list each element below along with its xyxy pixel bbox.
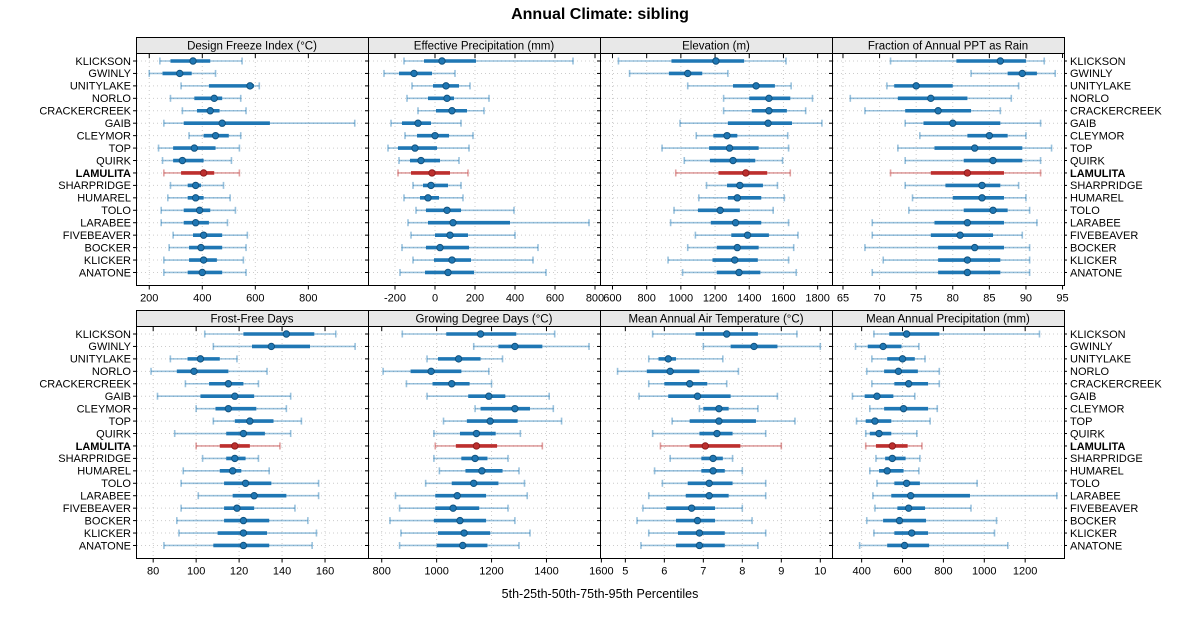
- median-dot: [454, 493, 460, 499]
- median-dot: [450, 220, 456, 226]
- site-label-right-gwinly: GWINLY: [1070, 68, 1113, 81]
- median-dot: [688, 505, 694, 511]
- median-dot: [512, 405, 518, 411]
- site-label-left-humarel: HUMAREL: [77, 192, 131, 205]
- median-dot: [732, 220, 738, 226]
- median-dot: [990, 157, 996, 163]
- site-label-right-klicker: KLICKER: [1070, 527, 1118, 540]
- median-dot: [247, 418, 253, 424]
- median-dot: [477, 331, 483, 337]
- panel-header-label-design-freeze-index-c: Design Freeze Index (°C): [187, 40, 317, 53]
- x-tick-label: 95: [1056, 292, 1069, 305]
- median-dot: [726, 145, 732, 151]
- site-label-left-klicker: KLICKER: [83, 254, 131, 267]
- median-dot: [473, 430, 479, 436]
- median-dot: [229, 468, 235, 474]
- site-label-right-unitylake: UNITYLAKE: [1070, 80, 1132, 93]
- median-dot: [979, 182, 985, 188]
- median-dot: [964, 257, 970, 263]
- median-dot: [449, 381, 455, 387]
- panel-mean-annual-air-temperature-c: [597, 311, 833, 578]
- median-dot: [437, 244, 443, 250]
- median-dot: [212, 132, 218, 138]
- median-dot: [706, 493, 712, 499]
- median-dot: [232, 393, 238, 399]
- median-dot: [199, 269, 205, 275]
- site-label-right-lamulita: LAMULITA: [1070, 167, 1126, 180]
- site-label-left-fivebeaver: FIVEBEAVER: [62, 229, 131, 242]
- site-label-left-unitylake: UNITYLAKE: [69, 353, 131, 366]
- median-dot: [765, 120, 771, 126]
- median-dot: [997, 58, 1003, 64]
- site-label-left-lamulita: LAMULITA: [75, 167, 131, 180]
- site-label-left-humarel: HUMAREL: [77, 465, 131, 478]
- site-label-right-anatone: ANATONE: [1070, 540, 1123, 553]
- median-dot: [457, 517, 463, 523]
- median-dot: [696, 542, 702, 548]
- panel-header-label-frost-free-days: Frost-Free Days: [210, 313, 294, 326]
- site-label-right-bocker: BOCKER: [1070, 242, 1117, 255]
- site-label-right-humarel: HUMAREL: [1070, 465, 1124, 478]
- median-dot: [1019, 70, 1025, 76]
- x-tick-label: 800: [934, 565, 953, 578]
- site-label-left-sharpridge: SHARPRIDGE: [58, 180, 131, 193]
- median-dot: [428, 368, 434, 374]
- median-dot: [432, 132, 438, 138]
- median-dot: [219, 120, 225, 126]
- x-tick-label: 80: [946, 292, 959, 305]
- site-label-left-gwinly: GWINLY: [88, 68, 131, 81]
- median-dot: [240, 542, 246, 548]
- site-label-right-gaib: GAIB: [1070, 391, 1097, 403]
- median-dot: [411, 70, 417, 76]
- site-label-right-gaib: GAIB: [1070, 118, 1097, 130]
- median-dot: [872, 418, 878, 424]
- median-dot: [979, 195, 985, 201]
- median-dot: [895, 368, 901, 374]
- median-dot: [706, 480, 712, 486]
- panel-plot-area: [601, 327, 833, 559]
- site-label-left-anatone: ANATONE: [78, 267, 131, 280]
- median-dot: [232, 443, 238, 449]
- site-label-right-unitylake: UNITYLAKE: [1070, 353, 1132, 366]
- x-tick-label: 1000: [424, 565, 449, 578]
- median-dot: [444, 95, 450, 101]
- median-dot: [439, 58, 445, 64]
- median-dot: [744, 232, 750, 238]
- median-dot: [415, 120, 421, 126]
- panel-header-label-mean-annual-precipitation-mm: Mean Annual Precipitation (mm): [866, 313, 1030, 326]
- median-dot: [240, 517, 246, 523]
- x-tick-label: 800: [372, 565, 391, 578]
- site-label-left-bocker: BOCKER: [84, 515, 131, 528]
- x-tick-label: 0: [431, 292, 439, 305]
- site-label-right-cleymor: CLEYMOR: [1070, 403, 1125, 416]
- site-label-left-bocker: BOCKER: [84, 242, 131, 255]
- median-dot: [990, 207, 996, 213]
- site-label-right-fivebeaver: FIVEBEAVER: [1070, 229, 1139, 242]
- site-label-left-klicker: KLICKER: [83, 527, 131, 540]
- site-label-left-cleymor: CLEYMOR: [76, 403, 131, 416]
- site-label-right-anatone: ANATONE: [1070, 267, 1123, 280]
- x-tick-label: 85: [983, 292, 996, 305]
- median-dot: [191, 145, 197, 151]
- median-dot: [972, 244, 978, 250]
- median-dot: [884, 468, 890, 474]
- site-label-left-anatone: ANATONE: [78, 540, 131, 553]
- site-label-right-gwinly: GWINLY: [1070, 341, 1113, 354]
- median-dot: [192, 195, 198, 201]
- panel-design-freeze-index-c: [133, 38, 369, 305]
- median-dot: [177, 70, 183, 76]
- median-dot: [905, 381, 911, 387]
- panel-plot-area: [369, 327, 601, 559]
- median-dot: [734, 195, 740, 201]
- median-dot: [696, 530, 702, 536]
- x-tick-label: 140: [272, 565, 292, 578]
- panel-header-label-mean-annual-air-temperature-c: Mean Annual Air Temperature (°C): [628, 313, 804, 326]
- median-dot: [913, 83, 919, 89]
- median-dot: [207, 108, 213, 114]
- median-dot: [191, 368, 197, 374]
- median-dot: [986, 132, 992, 138]
- x-tick-label: 160: [315, 565, 335, 578]
- median-dot: [447, 232, 453, 238]
- median-dot: [935, 108, 941, 114]
- site-label-left-lamulita: LAMULITA: [75, 440, 131, 453]
- median-dot: [487, 418, 493, 424]
- median-dot: [766, 108, 772, 114]
- panel-header-label-effective-precipitation-mm: Effective Precipitation (mm): [413, 40, 555, 53]
- median-dot: [486, 393, 492, 399]
- median-dot: [950, 120, 956, 126]
- panel-header-label-growing-degree-days-c: Growing Degree Days (°C): [415, 313, 553, 326]
- median-dot: [190, 58, 196, 64]
- median-dot: [713, 58, 719, 64]
- median-dot: [200, 232, 206, 238]
- median-dot: [196, 207, 202, 213]
- median-dot: [710, 468, 716, 474]
- x-tick-label: 1200: [1012, 565, 1038, 578]
- panel-frost-free-days: [133, 311, 369, 578]
- median-dot: [460, 542, 466, 548]
- x-tick-label: 8: [739, 565, 746, 578]
- site-label-left-tolo: TOLO: [101, 205, 131, 218]
- panel-plot-area: [137, 327, 369, 559]
- median-dot: [418, 157, 424, 163]
- median-dot: [512, 343, 518, 349]
- median-dot: [179, 157, 185, 163]
- median-dot: [473, 443, 479, 449]
- median-dot: [896, 517, 902, 523]
- site-label-right-klicker: KLICKER: [1070, 254, 1118, 267]
- x-tick-label: 600: [246, 292, 265, 305]
- x-tick-label: 600: [603, 292, 622, 305]
- x-tick-label: 400: [505, 292, 525, 305]
- site-label-left-norlo: NORLO: [91, 366, 131, 379]
- site-label-right-norlo: NORLO: [1070, 366, 1110, 379]
- x-tick-label: 400: [852, 565, 871, 578]
- site-label-left-unitylake: UNITYLAKE: [69, 80, 131, 93]
- site-label-left-larabee: LARABEE: [80, 490, 131, 503]
- median-dot: [211, 95, 217, 101]
- median-dot: [737, 182, 743, 188]
- median-dot: [429, 170, 435, 176]
- median-dot: [880, 343, 886, 349]
- x-tick-label: 75: [910, 292, 923, 305]
- x-tick-label: -200: [383, 292, 407, 305]
- median-dot: [444, 207, 450, 213]
- site-label-right-sharpridge: SHARPRIDGE: [1070, 453, 1143, 466]
- median-dot: [198, 244, 204, 250]
- x-tick-label: 65: [836, 292, 850, 305]
- median-dot: [240, 530, 246, 536]
- median-dot: [874, 393, 880, 399]
- site-label-right-quirk: QUIRK: [1070, 155, 1105, 168]
- site-label-right-klickson: KLICKSON: [1070, 328, 1126, 341]
- site-label-left-klickson: KLICKSON: [75, 328, 131, 341]
- median-dot: [445, 269, 451, 275]
- x-tick-label: 1600: [589, 565, 614, 578]
- site-label-right-lamulita: LAMULITA: [1070, 440, 1126, 453]
- chart-caption: 5th-25th-50th-75th-95th Percentiles: [501, 587, 699, 601]
- median-dot: [907, 493, 913, 499]
- median-dot: [716, 405, 722, 411]
- x-tick-label: 1000: [668, 292, 694, 305]
- median-dot: [702, 443, 708, 449]
- median-dot: [730, 157, 736, 163]
- median-dot: [450, 505, 456, 511]
- site-label-left-sharpridge: SHARPRIDGE: [58, 453, 131, 466]
- x-tick-label: 1200: [702, 292, 728, 305]
- median-dot: [455, 356, 461, 362]
- x-tick-label: 10: [814, 565, 827, 578]
- median-dot: [197, 356, 203, 362]
- median-dot: [667, 368, 673, 374]
- median-dot: [964, 170, 970, 176]
- panel-fraction-of-annual-ppt-as-rain: [829, 38, 1069, 305]
- median-dot: [412, 145, 418, 151]
- x-tick-label: 200: [465, 292, 485, 305]
- site-label-left-cleymor: CLEYMOR: [76, 130, 131, 143]
- panel-mean-annual-precipitation-mm: [829, 311, 1067, 578]
- median-dot: [200, 170, 206, 176]
- panel-header-label-elevation-m: Elevation (m): [682, 40, 750, 53]
- site-label-left-crackercreek: CRACKERCREEK: [39, 105, 131, 118]
- median-dot: [665, 356, 671, 362]
- median-dot: [251, 493, 257, 499]
- median-dot: [736, 269, 742, 275]
- median-dot: [283, 331, 289, 337]
- median-dot: [972, 145, 978, 151]
- median-dot: [909, 530, 915, 536]
- median-dot: [889, 455, 895, 461]
- site-label-right-top: TOP: [1070, 142, 1093, 155]
- x-tick-label: 90: [1019, 292, 1033, 305]
- median-dot: [710, 455, 716, 461]
- x-tick-label: 800: [299, 292, 318, 305]
- median-dot: [268, 343, 274, 349]
- median-dot: [200, 257, 206, 263]
- site-label-right-fivebeaver: FIVEBEAVER: [1070, 502, 1139, 515]
- site-label-left-quirk: QUIRK: [96, 428, 131, 441]
- site-label-left-top: TOP: [108, 142, 131, 155]
- median-dot: [225, 381, 231, 387]
- median-dot: [685, 70, 691, 76]
- median-dot: [428, 182, 434, 188]
- site-label-right-cleymor: CLEYMOR: [1070, 130, 1125, 143]
- x-tick-label: 600: [893, 565, 912, 578]
- median-dot: [900, 405, 906, 411]
- median-dot: [225, 405, 231, 411]
- site-label-left-gaib: GAIB: [104, 118, 131, 130]
- site-label-right-tolo: TOLO: [1070, 205, 1100, 218]
- site-label-right-quirk: QUIRK: [1070, 428, 1105, 441]
- x-tick-label: 800: [637, 292, 656, 305]
- median-dot: [686, 381, 692, 387]
- median-dot: [964, 220, 970, 226]
- site-label-left-crackercreek: CRACKERCREEK: [39, 378, 131, 391]
- median-dot: [425, 195, 431, 201]
- x-tick-label: 1000: [972, 565, 997, 578]
- x-tick-label: 9: [778, 565, 785, 578]
- median-dot: [903, 331, 909, 337]
- panel-header-label-fraction-of-annual-ppt-as-rain: Fraction of Annual PPT as Rain: [867, 40, 1029, 53]
- panel-effective-precipitation-mm: [365, 38, 604, 305]
- median-dot: [449, 108, 455, 114]
- chart-title: Annual Climate: sibling: [511, 6, 689, 23]
- site-label-right-norlo: NORLO: [1070, 93, 1110, 106]
- median-dot: [472, 455, 478, 461]
- median-dot: [751, 343, 757, 349]
- site-label-right-crackercreek: CRACKERCREEK: [1070, 105, 1162, 118]
- site-label-right-klickson: KLICKSON: [1070, 55, 1126, 68]
- median-dot: [743, 170, 749, 176]
- median-dot: [889, 443, 895, 449]
- median-dot: [192, 182, 198, 188]
- x-tick-label: 1400: [737, 292, 762, 305]
- site-label-left-gwinly: GWINLY: [88, 341, 131, 354]
- x-tick-label: 400: [193, 292, 212, 305]
- x-tick-label: 100: [186, 565, 206, 578]
- median-dot: [905, 505, 911, 511]
- site-label-left-quirk: QUIRK: [96, 155, 131, 168]
- median-dot: [734, 244, 740, 250]
- site-label-right-larabee: LARABEE: [1070, 490, 1121, 503]
- median-dot: [232, 455, 238, 461]
- panel-plot-area: [601, 54, 833, 286]
- median-dot: [957, 232, 963, 238]
- median-dot: [901, 542, 907, 548]
- median-dot: [964, 269, 970, 275]
- x-tick-label: 1800: [805, 292, 830, 305]
- median-dot: [717, 207, 723, 213]
- x-tick-label: 800: [585, 292, 605, 305]
- median-dot: [242, 480, 248, 486]
- median-dot: [443, 83, 449, 89]
- median-dot: [247, 83, 253, 89]
- x-tick-label: 6: [661, 565, 668, 578]
- site-label-right-top: TOP: [1070, 415, 1093, 428]
- median-dot: [192, 220, 198, 226]
- median-dot: [876, 430, 882, 436]
- x-tick-label: 5: [622, 565, 629, 578]
- site-label-left-klickson: KLICKSON: [75, 55, 131, 68]
- median-dot: [928, 95, 934, 101]
- median-dot: [753, 83, 759, 89]
- panel-plot-area: [369, 54, 601, 286]
- site-label-left-larabee: LARABEE: [80, 217, 131, 230]
- x-tick-label: 600: [545, 292, 565, 305]
- x-tick-label: 1600: [771, 292, 796, 305]
- median-dot: [479, 468, 485, 474]
- x-tick-label: 70: [873, 292, 886, 305]
- x-tick-label: 120: [229, 565, 249, 578]
- site-label-right-sharpridge: SHARPRIDGE: [1070, 180, 1143, 193]
- median-dot: [234, 505, 240, 511]
- median-dot: [724, 331, 730, 337]
- x-tick-label: 1200: [479, 565, 504, 578]
- median-dot: [732, 257, 738, 263]
- site-label-left-tolo: TOLO: [101, 478, 131, 491]
- median-dot: [449, 257, 455, 263]
- site-label-left-top: TOP: [108, 415, 131, 428]
- site-label-right-bocker: BOCKER: [1070, 515, 1117, 528]
- site-label-left-fivebeaver: FIVEBEAVER: [62, 502, 131, 515]
- x-tick-label: 80: [147, 565, 160, 578]
- x-tick-label: 1400: [534, 565, 559, 578]
- x-tick-label: 7: [700, 565, 707, 578]
- panel-growing-degree-days-c: [365, 311, 614, 578]
- site-label-right-tolo: TOLO: [1070, 478, 1100, 491]
- median-dot: [240, 430, 246, 436]
- median-dot: [694, 393, 700, 399]
- median-dot: [471, 480, 477, 486]
- site-label-left-norlo: NORLO: [91, 93, 131, 106]
- median-dot: [694, 517, 700, 523]
- panel-elevation-m: [597, 38, 833, 305]
- median-dot: [724, 132, 730, 138]
- site-label-right-humarel: HUMAREL: [1070, 192, 1124, 205]
- median-dot: [716, 418, 722, 424]
- median-dot: [766, 95, 772, 101]
- x-tick-label: 200: [140, 292, 159, 305]
- site-label-right-crackercreek: CRACKERCREEK: [1070, 378, 1162, 391]
- median-dot: [461, 530, 467, 536]
- median-dot: [903, 480, 909, 486]
- site-label-left-gaib: GAIB: [104, 391, 131, 403]
- site-label-right-larabee: LARABEE: [1070, 217, 1121, 230]
- median-dot: [899, 356, 905, 362]
- median-dot: [714, 430, 720, 436]
